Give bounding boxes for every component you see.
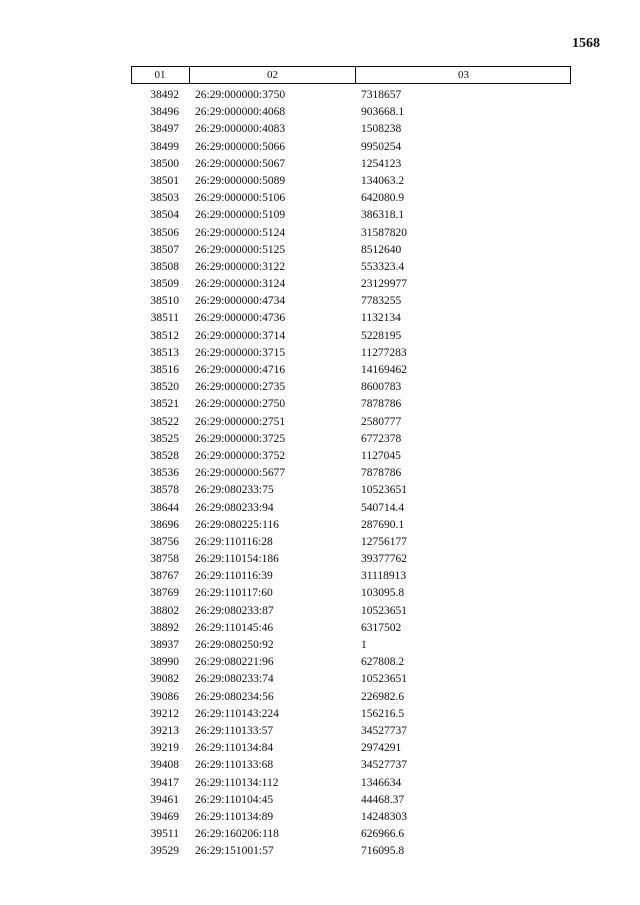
table-row (131, 706, 571, 723)
column-header-01: 01 (154, 69, 166, 81)
row-number-cell: 39086 (150, 690, 179, 703)
cadastral-number-cell: 26:29:000000:3714 (195, 329, 286, 342)
column-header-03: 03 (355, 67, 571, 83)
value-cell: 7878786 (361, 398, 402, 411)
row-number-cell: 38528 (150, 449, 179, 462)
row-number-cell: 38510 (150, 295, 179, 308)
cadastral-number-cell: 26:29:000000:5106 (195, 192, 286, 205)
cadastral-number-cell: 26:29:000000:3750 (195, 89, 286, 101)
cadastral-number-cell: 26:29:110134:112 (195, 776, 279, 789)
table-row (131, 671, 571, 688)
table-row (131, 242, 571, 259)
cadastral-number-cell: 26:29:000000:5125 (195, 243, 286, 256)
value-cell: 1346634 (361, 776, 402, 789)
row-number-cell: 38802 (150, 604, 179, 617)
value-cell: 6772378 (361, 432, 402, 445)
row-number-cell: 38512 (150, 329, 179, 342)
table-row (131, 156, 571, 173)
cadastral-number-cell: 26:29:000000:5066 (195, 140, 286, 153)
cadastral-number-cell: 26:29:151001:57 (195, 845, 274, 858)
row-number-cell: 38578 (150, 484, 179, 497)
cadastral-number-cell: 26:29:110134:84 (195, 742, 274, 755)
row-number-cell: 38507 (150, 243, 179, 256)
value-cell: 23129977 (361, 278, 407, 291)
table-row (131, 414, 571, 431)
row-number-cell: 39469 (150, 810, 179, 823)
row-number-cell: 38522 (150, 415, 179, 428)
row-number-cell: 38892 (150, 621, 179, 634)
table-row (131, 328, 571, 345)
cadastral-number-cell: 26:29:000000:4068 (195, 106, 286, 119)
value-cell: 9950254 (361, 140, 402, 153)
row-number-cell: 38516 (150, 364, 179, 376)
value-cell: 8600783 (361, 381, 402, 394)
table-row (131, 173, 571, 190)
table-row (131, 517, 571, 534)
value-cell: 5228195 (361, 329, 402, 342)
row-number-cell: 39213 (150, 724, 179, 737)
table-row (131, 379, 571, 396)
value-cell: 1127045 (361, 449, 401, 462)
cadastral-number-cell: 26:29:000000:2751 (195, 415, 286, 428)
row-number-cell: 38520 (150, 381, 179, 394)
row-number-cell: 39212 (150, 707, 179, 720)
cadastral-number-cell: 26:29:000000:5109 (195, 209, 286, 222)
table-row (131, 775, 571, 792)
row-number-cell: 38644 (150, 501, 179, 514)
row-number-cell: 38767 (150, 570, 179, 583)
row-number-cell: 38508 (150, 260, 179, 273)
row-number-cell: 38521 (150, 398, 179, 411)
cadastral-number-cell: 26:29:080233:75 (195, 484, 274, 497)
value-cell: 287690.1 (361, 518, 405, 531)
value-cell: 553323.4 (361, 260, 405, 273)
cadastral-number-cell: 26:29:000000:4736 (195, 312, 286, 325)
value-cell: 716095.8 (361, 845, 405, 858)
cadastral-number-cell: 26:29:080250:92 (195, 639, 274, 651)
cadastral-number-cell: 26:29:000000:3752 (195, 449, 286, 462)
row-number-cell: 38769 (150, 587, 179, 600)
table-row (131, 190, 571, 207)
cadastral-number-cell: 26:29:000000:5124 (195, 226, 286, 239)
table-row (131, 465, 571, 482)
value-cell: 34527737 (361, 724, 407, 737)
value-cell: 14169462 (361, 364, 407, 376)
table-row (131, 500, 571, 517)
table-row (131, 568, 571, 585)
value-cell: 156216.5 (361, 707, 405, 720)
cadastral-number-cell: 26:29:110143:224 (195, 707, 279, 720)
cadastral-number-cell: 26:29:000000:4716 (195, 364, 286, 376)
row-number-cell: 39461 (150, 793, 179, 806)
value-cell: 10523651 (361, 604, 407, 617)
cadastral-number-cell: 26:29:110116:28 (195, 535, 273, 548)
cadastral-number-cell: 26:29:080234:56 (195, 690, 274, 703)
column-header-02: 02 (189, 67, 355, 83)
value-cell: 12756177 (361, 535, 407, 548)
value-cell: 386318.1 (361, 209, 405, 222)
table-row (131, 689, 571, 706)
table-row (131, 603, 571, 620)
cadastral-number-cell: 26:29:000000:5089 (195, 174, 286, 187)
value-cell: 1132134 (361, 312, 401, 325)
value-cell: 7783255 (361, 295, 402, 308)
value-cell: 2974291 (361, 742, 402, 755)
table-row (131, 620, 571, 637)
row-number-cell: 38492 (150, 89, 179, 101)
table-row (131, 482, 571, 499)
table-row (131, 396, 571, 413)
row-number-cell: 38509 (150, 278, 179, 291)
value-cell: 627808.2 (361, 656, 405, 669)
row-number-cell: 38511 (150, 312, 179, 325)
table-row (131, 139, 571, 156)
cadastral-number-cell: 26:29:080233:87 (195, 604, 274, 617)
cadastral-number-cell: 26:29:080225:116 (195, 518, 279, 531)
table-row (131, 293, 571, 310)
table-row (131, 740, 571, 757)
row-number-cell: 38536 (150, 467, 179, 480)
cadastral-number-cell: 26:29:000000:3725 (195, 432, 286, 445)
row-number-cell: 38696 (150, 518, 179, 531)
value-cell: 39377762 (361, 553, 407, 566)
row-number-cell: 38525 (150, 432, 179, 445)
cadastral-number-cell: 26:29:110145:46 (195, 621, 274, 634)
table-row (131, 654, 571, 671)
cadastral-number-cell: 26:29:080233:74 (195, 673, 274, 686)
table-row (131, 843, 571, 860)
table-row (131, 121, 571, 138)
table-row (131, 534, 571, 551)
table-row (131, 448, 571, 465)
table-row (131, 207, 571, 224)
value-cell: 903668.1 (361, 106, 405, 119)
row-number-cell: 38756 (150, 535, 179, 548)
row-number-cell: 38513 (150, 346, 179, 359)
value-cell: 8512640 (361, 243, 402, 256)
table-row (131, 345, 571, 362)
table-row (131, 362, 571, 379)
table-row (131, 826, 571, 843)
cadastral-number-cell: 26:29:000000:5067 (195, 157, 286, 170)
value-cell: 7318657 (361, 89, 402, 101)
table-row (131, 757, 571, 774)
cadastral-number-cell: 26:29:080221:96 (195, 656, 274, 669)
cadastral-number-cell: 26:29:000000:5677 (195, 467, 286, 480)
table-row (131, 792, 571, 809)
cadastral-number-cell: 26:29:000000:2735 (195, 381, 286, 394)
value-cell: 540714.4 (361, 501, 405, 514)
value-cell: 6317502 (361, 621, 402, 634)
row-number-cell: 39529 (150, 845, 179, 858)
table-row (131, 276, 571, 293)
cadastral-number-cell: 26:29:160206:118 (195, 828, 279, 841)
table-row (131, 87, 571, 104)
table-row (131, 637, 571, 654)
row-number-cell: 38496 (150, 106, 179, 119)
row-number-cell: 38501 (150, 174, 179, 187)
table-body (131, 87, 571, 860)
row-number-cell: 38499 (150, 140, 179, 153)
value-cell: 44468.37 (361, 793, 405, 806)
row-number-cell: 38506 (150, 226, 179, 239)
table-row (131, 551, 571, 568)
cadastral-number-cell: 26:29:000000:4734 (195, 295, 286, 308)
value-cell: 626966.6 (361, 828, 405, 841)
table-row (131, 585, 571, 602)
row-number-cell: 38758 (150, 553, 179, 566)
value-cell: 642080.9 (361, 192, 405, 205)
value-cell: 103095.8 (361, 587, 405, 600)
cadastral-number-cell: 26:29:110117:60 (195, 587, 273, 600)
value-cell: 1 (361, 639, 367, 651)
page-number: 1568 (572, 36, 600, 51)
table-row (131, 723, 571, 740)
row-number-cell: 38990 (150, 656, 179, 669)
value-cell: 14248303 (361, 810, 407, 823)
value-cell: 2580777 (361, 415, 402, 428)
value-cell: 31118913 (361, 570, 407, 583)
row-number-cell: 39408 (150, 759, 179, 772)
cadastral-number-cell: 26:29:110134:89 (195, 810, 274, 823)
cadastral-number-cell: 26:29:000000:3124 (195, 278, 286, 291)
row-number-cell: 39082 (150, 673, 179, 686)
value-cell: 226982.6 (361, 690, 405, 703)
value-cell: 31587820 (361, 226, 407, 239)
table-header (131, 66, 571, 84)
table-row (131, 225, 571, 242)
row-number-cell: 38937 (150, 639, 179, 651)
cadastral-number-cell: 26:29:000000:4083 (195, 123, 286, 136)
cadastral-number-cell: 26:29:110104:45 (195, 793, 274, 806)
row-number-cell: 38500 (150, 157, 179, 170)
table-row (131, 259, 571, 276)
cadastral-number-cell: 26:29:110154:186 (195, 553, 279, 566)
value-cell: 11277283 (361, 346, 407, 359)
row-number-cell: 39511 (150, 828, 179, 841)
value-cell: 10523651 (361, 484, 407, 497)
cadastral-number-cell: 26:29:000000:2750 (195, 398, 286, 411)
table-row (131, 104, 571, 121)
table-row (131, 431, 571, 448)
cadastral-number-cell: 26:29:110133:57 (195, 724, 274, 737)
row-number-cell: 38503 (150, 192, 179, 205)
cadastral-number-cell: 26:29:080233:94 (195, 501, 274, 514)
value-cell: 34527737 (361, 759, 407, 772)
table-row (131, 310, 571, 327)
value-cell: 7878786 (361, 467, 402, 480)
row-number-cell: 38504 (150, 209, 179, 222)
cadastral-number-cell: 26:29:000000:3122 (195, 260, 286, 273)
cadastral-number-cell: 26:29:110116:39 (195, 570, 273, 583)
row-number-cell: 39417 (150, 776, 179, 789)
cadastral-number-cell: 26:29:110133:68 (195, 759, 274, 772)
value-cell: 1254123 (361, 157, 402, 170)
value-cell: 10523651 (361, 673, 407, 686)
cadastral-number-cell: 26:29:000000:3715 (195, 346, 286, 359)
value-cell: 1508238 (361, 123, 402, 136)
table-row (131, 809, 571, 826)
row-number-cell: 39219 (150, 742, 179, 755)
row-number-cell: 38497 (150, 123, 179, 136)
value-cell: 134063.2 (361, 174, 405, 187)
